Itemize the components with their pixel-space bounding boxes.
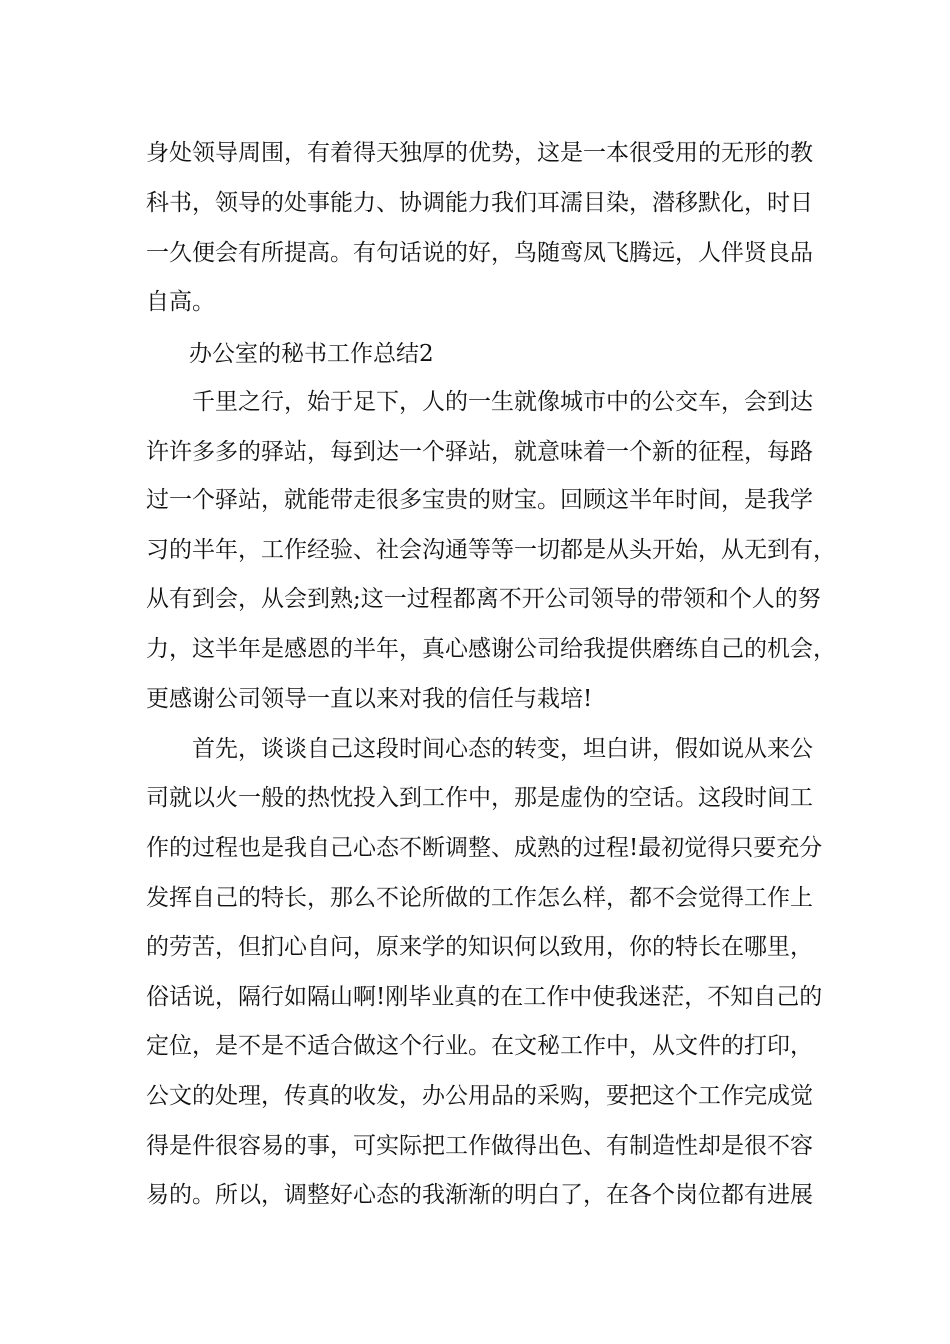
text-line: 俗话说，隔行如隔山啊!刚毕业真的在工作中使我迷茫，不知自己的 (146, 984, 823, 1010)
text-line: 公文的处理，传真的收发，办公用品的采购，要把这个工作完成觉 (146, 1083, 813, 1109)
text-line: 发挥自己的特长，那么不论所做的工作怎么样，都不会觉得工作上 (146, 885, 813, 911)
text-line: 习的半年，工作经验、社会沟通等等一切都是从头开始，从无到有， (146, 537, 836, 563)
text-line: 易的。所以，调整好心态的我渐渐的明白了，在各个岗位都有进展 (146, 1182, 813, 1208)
text-line: 过一个驿站，就能带走很多宝贵的财宝。回顾这半年时间，是我学 (146, 487, 813, 513)
section-title: 办公室的秘书工作总结2 (189, 341, 434, 367)
text-line: 司就以火一般的热忱投入到工作中，那是虚伪的空话。这段时间工 (146, 785, 813, 811)
text-line: 作的过程也是我自己心态不断调整、成熟的过程!最初觉得只要充分 (146, 835, 823, 861)
text-line: 得是件很容易的事，可实际把工作做得出色、有制造性却是很不容 (146, 1133, 813, 1159)
text-line: 定位，是不是不适合做这个行业。在文秘工作中，从文件的打印， (146, 1033, 813, 1059)
text-line: 力，这半年是感恩的半年，真心感谢公司给我提供磨练自己的机会， (146, 636, 836, 662)
text-line: 的劳苦，但扪心自问，原来学的知识何以致用，你的特长在哪里， (146, 934, 813, 960)
text-line: 科书，领导的处事能力、协调能力我们耳濡目染，潜移默化，时日 (146, 190, 813, 216)
text-line: 身处领导周围，有着得天独厚的优势，这是一本很受用的无形的教 (146, 140, 813, 166)
text-line: 自高。 (146, 289, 215, 315)
text-line: 许许多多的驿站，每到达一个驿站，就意味着一个新的征程，每路 (146, 439, 813, 465)
text-line: 从有到会，从会到熟;这一过程都离不开公司领导的带领和个人的努 (146, 586, 821, 612)
text-line: 首先，谈谈自己这段时间心态的转变，坦白讲，假如说从来公 (192, 736, 813, 762)
text-line: 更感谢公司领导一直以来对我的信任与栽培! (146, 686, 593, 712)
text-line: 一久便会有所提高。有句话说的好，鸟随鸾凤飞腾远，人伴贤良品 (146, 240, 813, 266)
text-line: 千里之行，始于足下，人的一生就像城市中的公交车，会到达 (192, 389, 813, 415)
